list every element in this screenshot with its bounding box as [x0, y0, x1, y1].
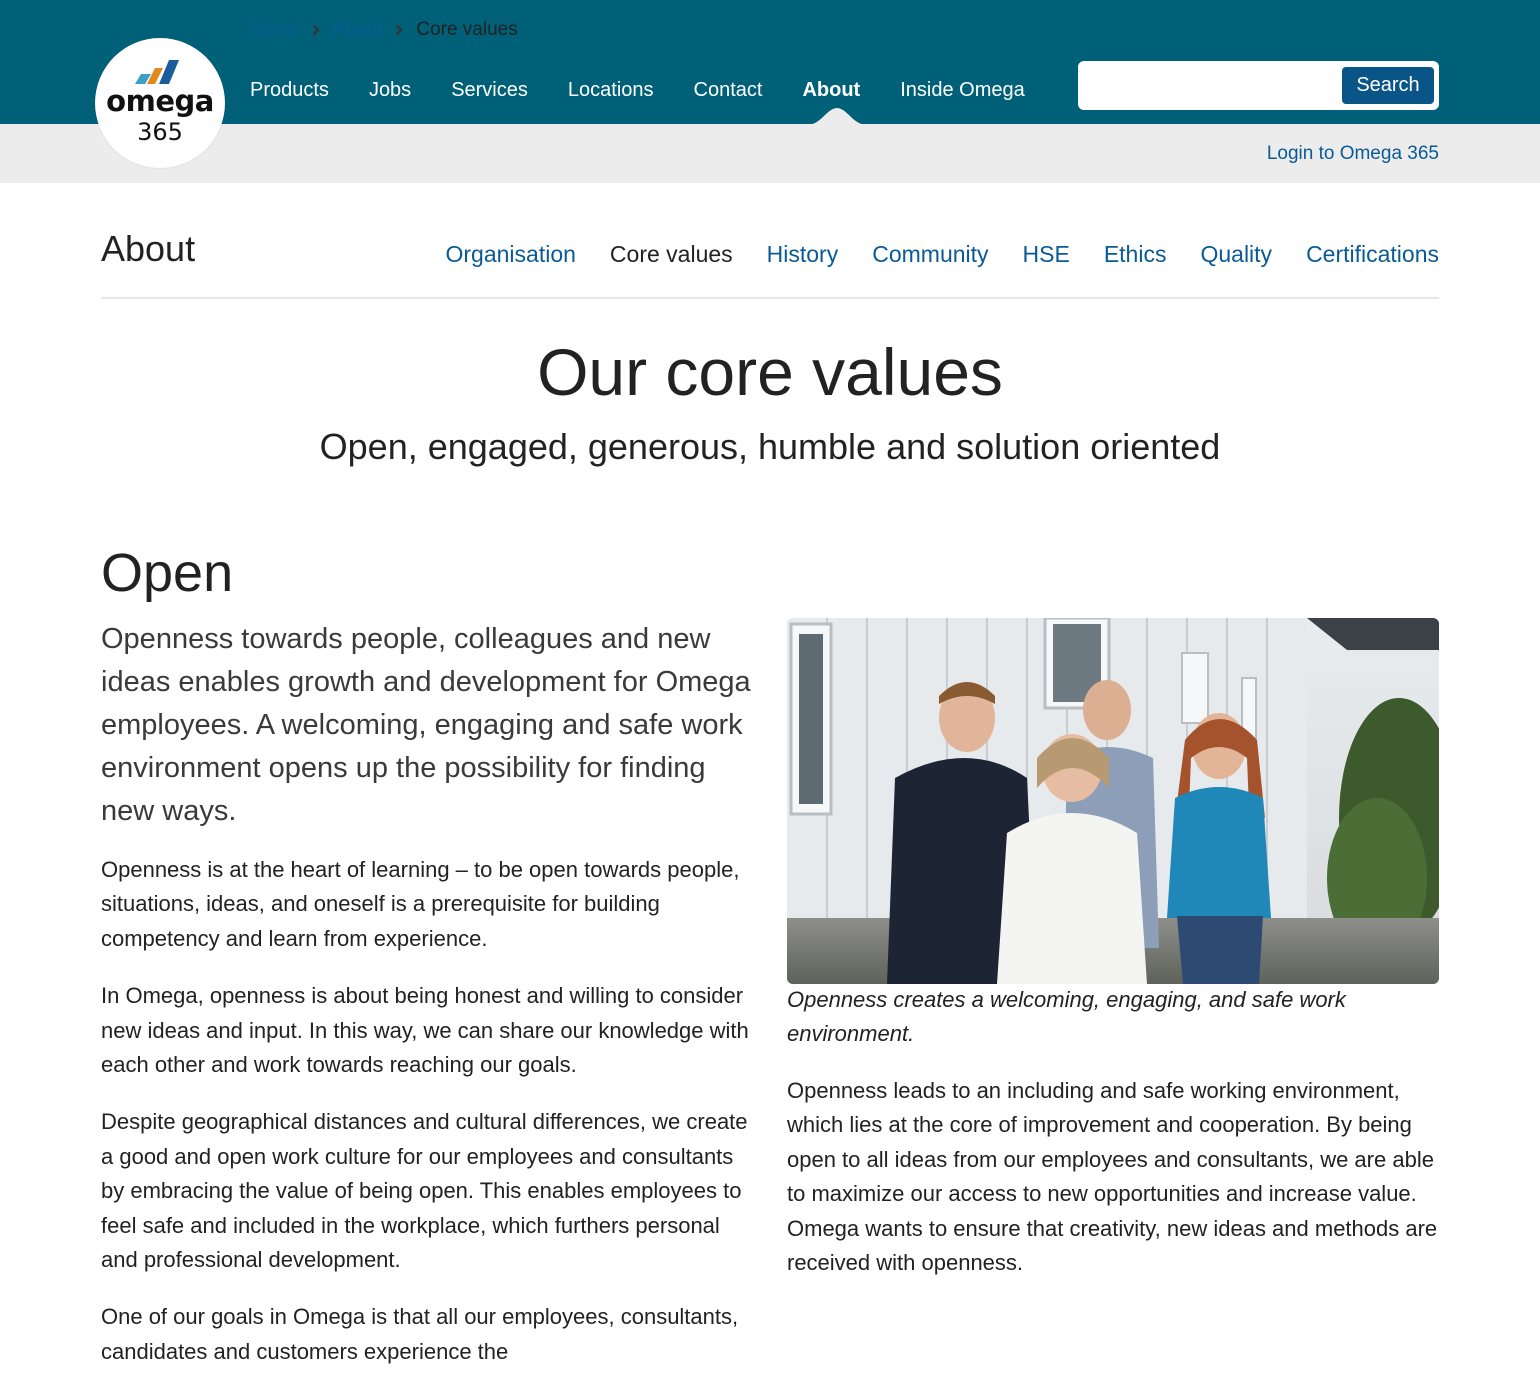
lead-paragraph: Openness towards people, colleagues and new ideas enables growth and development for Omega employees. A welcoming, engaging and safe work environment opens up the possibility for finding new ways.: [101, 623, 751, 827]
breadcrumb-home[interactable]: Home: [248, 19, 299, 40]
search-input[interactable]: [1086, 67, 1342, 104]
left-column: [101, 853, 761, 1392]
body-paragraph: In Omega, openness is about being honest and willing to consider new ideas and input. In this way, we can share our knowledge with each other and work towards reaching our goals.: [101, 983, 749, 1078]
logo-bars-icon: [133, 58, 183, 86]
breadcrumb-about[interactable]: About: [332, 19, 383, 40]
body-paragraph: One of our goals in Omega is that all our employees, consultants, candidates and customers experience the: [101, 1304, 739, 1364]
photo-caption: Openness creates a welcoming, engaging, and safe work environment.: [787, 987, 1346, 1047]
section-title: About: [101, 228, 196, 269]
subnav-ethics[interactable]: Ethics: [1103, 241, 1167, 267]
main-nav: [230, 70, 1045, 110]
nav-services[interactable]: Services: [451, 79, 528, 101]
chevron-right-icon: [382, 18, 416, 42]
subnav-certifications[interactable]: Certifications: [1306, 241, 1439, 267]
value-heading: Open: [101, 543, 234, 603]
subnav-history[interactable]: History: [766, 241, 839, 267]
section-divider: [101, 297, 1439, 299]
team-photo: [787, 618, 1439, 984]
nav-inside-omega[interactable]: Inside Omega: [900, 79, 1025, 101]
login-link[interactable]: Login to Omega 365: [1266, 143, 1439, 164]
subnav-organisation[interactable]: Organisation: [445, 241, 576, 267]
active-nav-caret-icon: [807, 108, 867, 125]
right-paragraph: Openness leads to an including and safe working environment, which lies at the core of improvement and cooperation. By being open to all ideas from our employees and consultants, we are able to maximize our access to new opportunities and increase value. Omega wants to ensure that creativity, new ideas and methods are received with openness.: [787, 1078, 1438, 1276]
nav-about[interactable]: About: [802, 79, 861, 101]
omega-logo[interactable]: [95, 38, 225, 168]
nav-contact[interactable]: Contact: [693, 79, 763, 101]
body-paragraph: Openness is at the heart of learning – to be open towards people, situations, ideas, and oneself is a prerequisite for building competency and learn from experience.: [101, 857, 740, 951]
breadcrumb: [248, 18, 518, 42]
chevron-right-icon: [299, 18, 333, 42]
subnav-hse[interactable]: HSE: [1022, 241, 1070, 267]
logo-number: 365: [137, 118, 183, 146]
nav-locations[interactable]: Locations: [567, 79, 654, 101]
team-photo-illustration: [787, 618, 1439, 984]
nav-products[interactable]: Products: [250, 79, 329, 101]
subnav-core-values[interactable]: Core values: [609, 241, 733, 267]
section-subnav: [412, 238, 1440, 270]
search-box: [1078, 61, 1439, 110]
breadcrumb-current: Core values: [416, 19, 518, 40]
search-button[interactable]: Search: [1342, 67, 1434, 104]
subnav-community[interactable]: Community: [872, 241, 989, 267]
page-subtitle: Open, engaged, generous, humble and solution oriented: [319, 426, 1221, 467]
nav-jobs[interactable]: Jobs: [368, 79, 412, 101]
body-paragraph: Despite geographical distances and cultural differences, we create a good and open work culture for our employees and consultants by embracing the value of being open. This enables employees to feel safe and included in the workplace, which furthers personal and professional development.: [101, 1109, 748, 1273]
logo-word: omega: [106, 84, 214, 118]
page-title: Our core values: [537, 335, 1003, 409]
subnav-quality[interactable]: Quality: [1200, 241, 1273, 267]
